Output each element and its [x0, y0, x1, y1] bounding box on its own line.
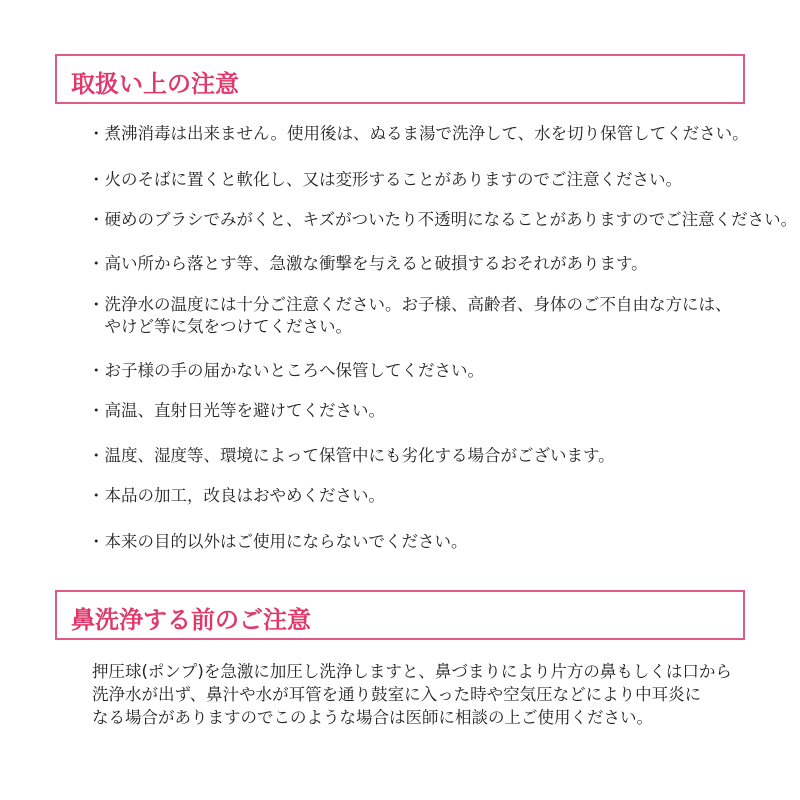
caution-item: [88, 400, 385, 422]
caution-line: やけど等に気をつけてください。: [88, 317, 352, 336]
caution-line: ・火のそばに置くと軟化し、又は変形することがありますのでご注意ください。: [88, 170, 682, 189]
caution-line: ・本品の加工，改良はおやめください。: [88, 486, 385, 505]
notice-line: 洗浄水が出ず、鼻汁や水が耳管を通り鼓室に入った時や空気圧などにより中耳炎に: [92, 685, 702, 704]
section-header-nasal-wash: [55, 590, 745, 640]
caution-item: [88, 360, 484, 382]
caution-line: ・硬めのブラシでみがくと、キズがついたり不透明になることがありますのでご注意ください。: [88, 210, 798, 229]
caution-line: ・洗浄水の温度には十分ご注意ください。お子様、高齢者、身体のご不自由な方には、: [88, 295, 732, 314]
nasal-wash-notice: [92, 660, 732, 729]
caution-item: [88, 123, 749, 145]
notice-line: なる場合がありますのでこのような場合は医師に相談の上ご使用ください。: [92, 708, 653, 727]
caution-line: ・煮沸消毒は出来ません。使用後は、ぬるま湯で洗浄して、水を切り保管してください。: [88, 124, 749, 143]
caution-item: [88, 253, 648, 275]
caution-item: [88, 531, 468, 553]
caution-item: [88, 169, 682, 191]
section-title: 鼻洗浄する前のご注意: [71, 606, 311, 634]
caution-line: ・温度、湿度等、環境によって保管中にも劣化する場合がございます。: [88, 446, 615, 465]
section-title: 取扱い上の注意: [71, 70, 239, 98]
caution-item: [88, 294, 732, 338]
caution-item: [88, 445, 615, 467]
caution-line: ・高い所から落とす等、急激な衝撃を与えると破損するおそれがあります。: [88, 254, 648, 273]
caution-item: [88, 485, 385, 507]
caution-line: ・本来の目的以外はご使用にならないでください。: [88, 532, 468, 551]
caution-item: [88, 209, 797, 231]
caution-line: ・高温、直射日光等を避けてください。: [88, 401, 385, 420]
notice-line: 押圧球(ポンプ)を急激に加圧し洗浄しますと、鼻づまりにより片方の鼻もしくは口から: [92, 662, 732, 681]
section-header-handling: [55, 54, 745, 104]
caution-line: ・お子様の手の届かないところへ保管してください。: [88, 361, 484, 380]
